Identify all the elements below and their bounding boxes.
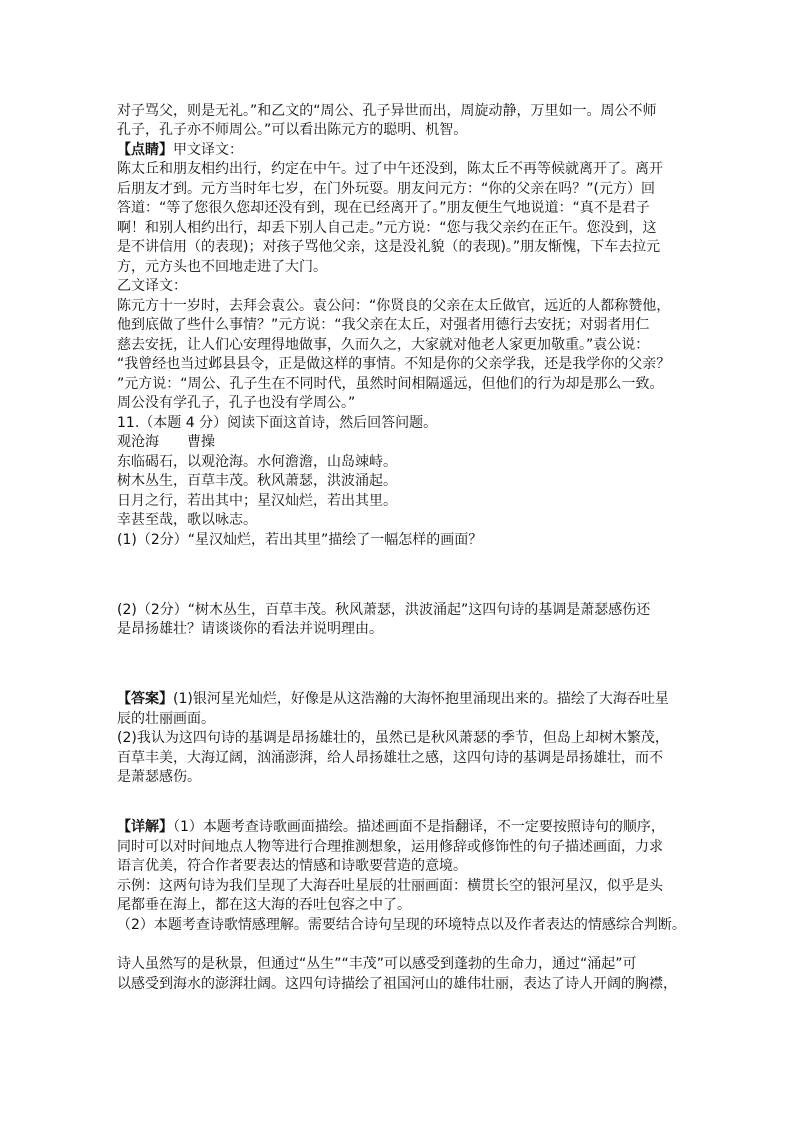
text-line [117,393,697,413]
line-text: 语言优美，符合作者要表达的情感和诗歌要营造的意境。 [117,858,467,874]
text-line [117,915,697,935]
line-text: 对子骂父，则是无礼。”和乙文的“周公、孔子异世而出，周旋动静，万里如一。周公不师 [117,103,657,119]
text-line [117,530,697,550]
text-line [117,856,697,876]
line-text: 是不讲信用（的表现)；对孩子骂他父亲，这是没礼貌（的表现)。”朋友惭愧，下车去拉元 [117,239,661,255]
text-line [117,452,697,472]
line-text: (2)（2分）“树木丛生，百草丰茂。秋风萧瑟，洪波涌起”这四句诗的基调是萧瑟感伤还 [117,602,651,618]
text-line [117,954,697,974]
line-text: 百草丰美，大海辽阔，汹涌澎湃，给人昂扬雄壮之感，这四句诗的基调是昂扬雄壮，而不 [117,750,663,766]
text-line [117,689,697,709]
line-text: ”元方说：“周公、孔子生在不同时代，虽然时间相隔遥远，但他们的行为却是那么一致。 [117,376,664,392]
text-line [117,179,697,199]
line-text: 陈元方十一岁时，去拜会袁公。袁公问：“你贤良的父亲在太丘做官，远近的人都称赞他， [117,298,671,314]
text-line [117,600,697,620]
text-line [117,257,697,277]
line-text: 观沧海 曹操 [117,434,215,450]
line-text: 他到底做了些什么事情？”元方说：“我父亲在太丘，对强者用德行去安抚；对弱者用仁 [117,317,650,333]
line-text: 诗人虽然写的是秋景，但通过“丛生”“丰茂”可以感受到蓬勃的生命力，通过“涌起”可 [117,956,637,972]
line-text: (1)银河星光灿烂，好像是从这浩瀚的大海怀抱里涌现出来的。描绘了大海吞吐星 [173,691,669,707]
line-text: 以感受到海水的澎湃壮阔。这四句诗描绘了祖国河山的雄伟壮丽，表达了诗人开阔的胸襟， [117,976,677,992]
text-line [117,432,697,452]
text-line [117,315,697,335]
line-text: 辰的壮丽画面。 [117,711,215,727]
text-line [117,817,697,837]
text-line [117,619,697,639]
text-line [117,335,697,355]
section-label: 【答案】 [117,691,173,707]
section-label: 【点睛】 [117,142,173,158]
text-line [117,354,697,374]
line-text: 方，元方头也不回地走进了大门。 [117,259,327,275]
line-text: 11.（本题 4 分）阅读下面这首诗，然后回答问题。 [117,415,438,431]
line-text: 陈太丘和朋友相约出行，约定在中午。过了中午还没到，陈太丘不再等候就离开了。离开 [117,161,663,177]
line-text: 同时可以对时间地点人物等进行合理推测想象，运用修辞或修饰性的句子描述画面，力求 [117,839,663,855]
text-line [117,748,697,768]
text-line [117,374,697,394]
text-line [117,709,697,729]
text-line [117,218,697,238]
text-line [117,198,697,218]
text-line [117,510,697,530]
text-line [117,413,697,433]
text-line [117,974,697,994]
text-line [117,120,697,140]
line-text: 尾都垂在海上，都在这大海的吞吐包容之中了。 [117,897,411,913]
section-label: 【详解】 [117,819,173,835]
line-text: 是昂扬雄壮？请谈谈你的看法并说明理由。 [117,621,383,637]
text-line [117,837,697,857]
text-line [117,471,697,491]
text-line [117,728,697,748]
text-line [117,140,697,160]
line-text: 慈去安抚，让人们心安理得地做事，久而久之，大家就对他老人家更加敬重。”袁公说： [117,337,650,353]
line-text: 是萧瑟感伤。 [117,769,201,785]
line-text: 答道：“等了您很久您却还没有到，现在已经离开了。”朋友便生气地说道：“真不是君子 [117,200,650,216]
line-text: “我曾经也当过邺县县令，正是做这样的事情。不知是你的父亲学我，还是我学你的父亲？ [117,356,671,372]
line-text: 后朋友才到。元方当时年七岁，在门外玩耍。朋友问元方：“你的父亲在吗？”(元方）回 [117,181,655,197]
text-line [117,276,697,296]
line-text: 东临碣石，以观沧海。水何澹澹，山岛竦峙。 [117,454,397,470]
line-text: (2)我认为这四句诗的基调是昂扬雄壮的，虽然已是秋风萧瑟的季节，但岛上却树木繁茂， [117,730,669,746]
line-text: 乙文译文： [117,278,187,294]
line-text: 甲文译文： [173,142,243,158]
text-line [117,159,697,179]
text-line [117,876,697,896]
line-text: 树木丛生，百草丰茂。秋风萧瑟，洪波涌起。 [117,473,397,489]
line-text: 周公没有学孔子，孔子也没有学周公。” [117,395,356,411]
text-line [117,767,697,787]
text-line [117,296,697,316]
line-text: 孔子，孔子亦不师周公。”可以看出陈元方的聪明、机智。 [117,122,468,138]
line-text: 示例：这两句诗为我们呈现了大海吞吐星辰的壮丽画面：横贯长空的银河星汉，似乎是头 [117,878,663,894]
line-text: （1）本题考查诗歌画面描绘。描述画面不是指翻译，不一定要按照诗句的顺序， [173,819,665,835]
line-text: （2）本题考查诗歌情感理解。需要结合诗句呈现的环境特点以及作者表达的情感综合判断。 [117,917,686,933]
line-text: 啊！和别人相约出行，却丢下别人自己走。”元方说：“您与我父亲约在正午。您没到，这 [117,220,657,236]
text-line [117,895,697,915]
text-line [117,101,697,121]
text-line [117,491,697,511]
line-text: 日月之行，若出其中；星汉灿烂，若出其里。 [117,493,397,509]
line-text: (1)（2分）“星汉灿烂，若出其里”描绘了一幅怎样的画面？ [117,532,483,548]
text-line [117,237,697,257]
line-text: 幸甚至哉，歌以咏志。 [117,512,257,528]
